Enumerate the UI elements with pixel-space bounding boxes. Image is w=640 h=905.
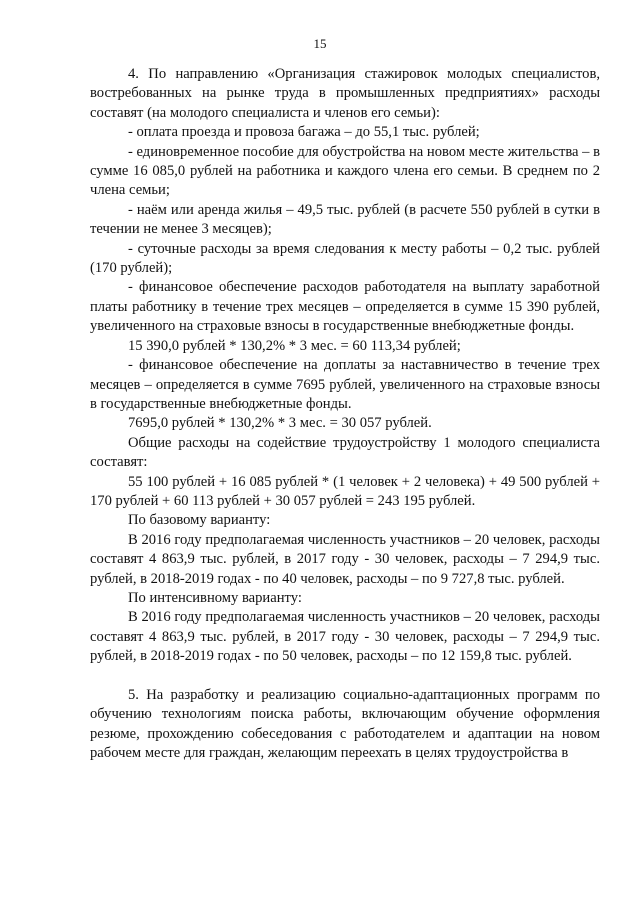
- heading-base-variant: По базовому варианту:: [128, 512, 271, 529]
- formula-salary: 15 390,0 рублей * 130,2% * 3 мес. = 60 113,34 рублей;: [128, 337, 461, 354]
- heading-intensive-variant: По интенсивному варианту:: [128, 589, 302, 606]
- paragraph-relocation-allowance: - единовременное пособие для обустройства на новом месте жительства – в сумме 16 085,0 рублей на работника и каждого члена его семьи. В среднем по 2 члена семьи;: [90, 143, 600, 199]
- paragraph-housing-rent: - наём или аренда жилья – 49,5 тыс. рублей (в расчете 550 рублей в сутки в течении не менее 3 месяцев);: [90, 201, 600, 238]
- paragraph-gap: [90, 667, 600, 686]
- paragraph-total-intro: Общие расходы на содействие трудоустройству 1 молодого специалиста составят:: [90, 434, 600, 471]
- paragraph-base-variant: В 2016 году предполагаемая численность участников – 20 человек, расходы составят 4 863,9 тыс. рублей, в 2017 году - 30 человек, расходы – 7 294,9 тыс. рублей, в 2018-2019 годах - по 40 человек, расходы – по 9 727,8 тыс. рублей.: [90, 531, 600, 587]
- page-number: 15: [313, 36, 327, 51]
- paragraph-mentorship-funding: - финансовое обеспечение на доплаты за наставничество в течение трех месяцев – определяется в сумме 7695 рублей, увеличенного на страховые взносы в государственные внебюджетные фонды.: [90, 357, 600, 412]
- paragraph-intensive-variant: В 2016 году предполагаемая численность участников – 20 человек, расходы составят 4 863,9 тыс. рублей, в 2017 году - 30 человек, расходы – 7 294,9 тыс. рублей, в 2018-2019 годах - по 50 человек, расходы – по 12 159,8 тыс. рублей.: [90, 609, 600, 665]
- formula-total: 55 100 рублей + 16 085 рублей * (1 человек + 2 человека) + 49 500 рублей + 170 рублей + 60 113 рублей + 30 057 рублей = 243 195 рублей.: [90, 473, 600, 509]
- paragraph-salary-funding: - финансовое обеспечение расходов работодателя на выплату заработной платы работнику в течение трех месяцев – определяется в сумме 15 390 рублей, увеличенного на страховые взносы в государственные внебюджетные фонды.: [90, 279, 600, 335]
- formula-mentorship: 7695,0 рублей * 130,2% * 3 мес. = 30 057 рублей.: [128, 415, 432, 432]
- document-body: [90, 65, 600, 764]
- paragraph-section-5-intro: 5. На разработку и реализацию социально-адаптационных программ по обучению технологиям поиска работы, включающим обучение оформления резюме, прохождению собеседования с работодателем и адаптации на новом рабочем месте для граждан, желающим переехать в целях трудоустройства в: [90, 686, 600, 762]
- paragraph-travel-expenses: - оплата проезда и провоза багажа – до 55,1 тыс. рублей;: [128, 124, 480, 141]
- paragraph-section-4-intro: 4. По направлению «Организация стажировок молодых специалистов, востребованных на рынке труда в промышленных предприятиях» расходы составят (на молодого специалиста и членов его семьи):: [90, 66, 600, 121]
- paragraph-daily-allowance: - суточные расходы за время следования к месту работы – 0,2 тыс. рублей (170 рублей);: [90, 240, 600, 277]
